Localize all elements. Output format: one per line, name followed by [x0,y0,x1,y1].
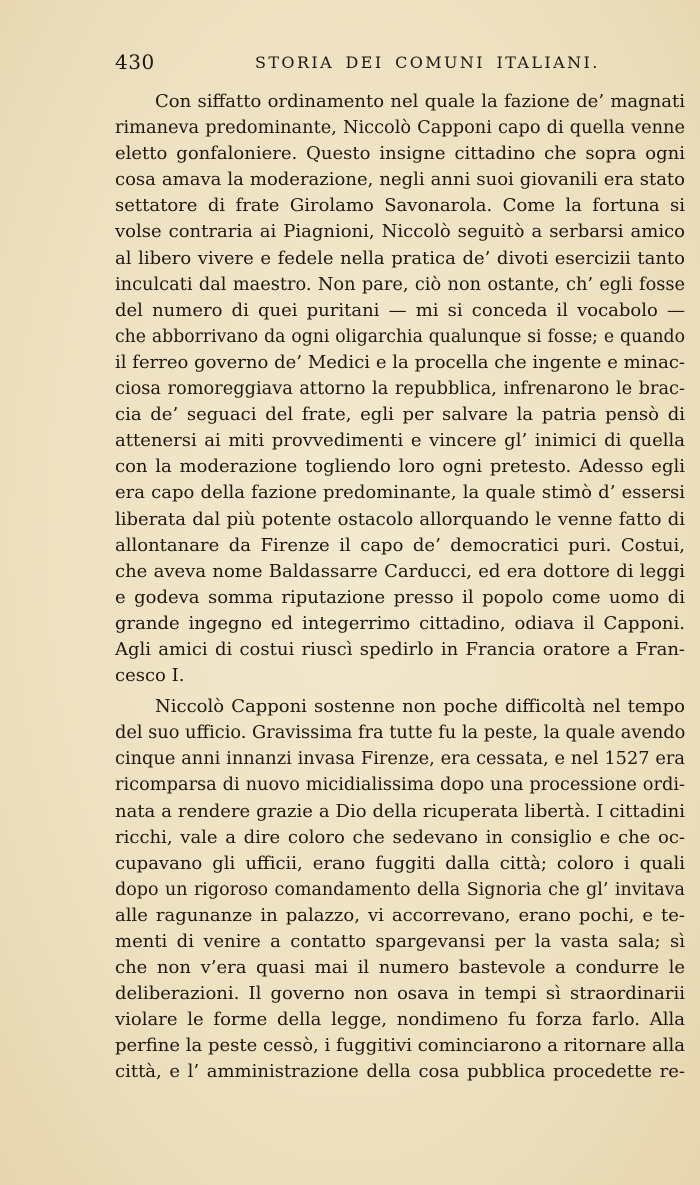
text-line: e godeva somma riputazione presso il popolo come uomo di [115,586,685,608]
text-line: ricchi, vale a dire coloro che sedevano in consiglio e che oc- [115,826,685,848]
body-text [115,89,685,1086]
text-line: Con siffatto ordinamento nel quale la fazione de’ magnati [155,91,685,112]
text-line: volse contraria ai Piagnioni, Niccolò seguitò a serbarsi amico [115,221,685,243]
text-line: cinque anni innanzi invasa Firenze, era cessata, e nel 1527 era [115,749,685,770]
text-line: con la moderazione togliendo loro ogni pretesto. Adesso egli [115,456,685,478]
text-line: città, e l’ amministrazione della cosa pubblica procedette re- [115,1061,685,1083]
text-line: liberata dal più potente ostacolo allorquando le venne fatto di [115,508,685,530]
text-line: ricomparsa di nuovo micidialissima dopo una processione ordi- [115,775,685,796]
text-line: che abborrivano da ogni oligarchia qualunque si fosse; e quando [115,326,685,347]
running-title: STORIA DEI COMUNI ITALIANI. [255,53,600,72]
text-line: nata a rendere grazie a Dio della ricuperata libertà. I cittadini [115,800,685,822]
text-line: rimaneva predominante, Niccolò Capponi capo di quella venne [115,118,685,139]
text-line: cesco I. [115,665,185,687]
text-line: menti di venire a contatto spargevansi per la vasta sala; sì [115,931,685,952]
text-line: che non v’era quasi mai il numero bastevole a condurre le [115,957,685,979]
text-line: che aveva nome Baldassarre Carducci, ed era dottore di leggi [115,560,685,582]
paragraph-2 [115,694,685,1085]
text-line: del suo ufficio. Gravissima fra tutte fu la peste, la quale avendo [115,723,685,744]
text-line: al libero vivere e fedele nella pratica de’ divoti esercizii tanto [115,247,685,269]
text-line: perfine la peste cessò, i fuggitivi cominciarono a ritornare alla [115,1035,685,1057]
page-header [115,50,685,78]
text-line: era capo della fazione predominante, la quale stimò d’ essersi [115,482,685,504]
text-line: dopo un rigoroso comandamento della Signoria che gl’ invitava [115,879,685,900]
text-line: violare le forme della legge, nondimeno fu forza farlo. Alla [115,1009,685,1031]
text-line: Agli amici di costui riuscì spedirlo in Francia oratore a Fran- [115,638,685,660]
text-line: Niccolò Capponi sostenne non poche difficoltà nel tempo [155,696,685,718]
text-line: eletto gonfaloniere. Questo insigne cittadino che sopra ogni [115,143,685,165]
text-line: del numero di quei puritani — mi si conceda il vocabolo — [115,299,685,321]
text-line: ciosa romoreggiava attorno la repubblica, infrenarono le brac- [115,379,685,400]
paragraph-1 [115,89,685,689]
text-line: attenersi ai miti provvedimenti e vincere gl’ inimici di quella [115,430,685,452]
text-line: grande ingegno ed integerrimo cittadino, odiava il Capponi. [115,612,685,634]
text-line: cia de’ seguaci del frate, egli per salvare la patria pensò di [115,404,685,426]
text-line: settatore di frate Girolamo Savonarola. Come la fortuna si [115,195,685,217]
text-line: alle ragunanze in palazzo, vi accorrevano, erano pochi, e te- [115,904,685,926]
text-line: deliberazioni. Il governo non osava in tempi sì straordinarii [115,983,685,1005]
text-line: il ferreo governo de’ Medici e la procella che ingente e minac- [115,351,685,373]
text-line: inculcati dal maestro. Non pare, ciò non ostante, ch’ egli fosse [115,274,685,295]
text-line: allontanare da Firenze il capo de’ democratici puri. Costui, [115,534,685,556]
text-line: cosa amava la moderazione, negli anni suoi giovanili era stato [115,169,685,191]
page-number: 430 [115,50,155,74]
text-line: cupavano gli ufficii, erano fuggiti dalla città; coloro i quali [115,852,685,874]
